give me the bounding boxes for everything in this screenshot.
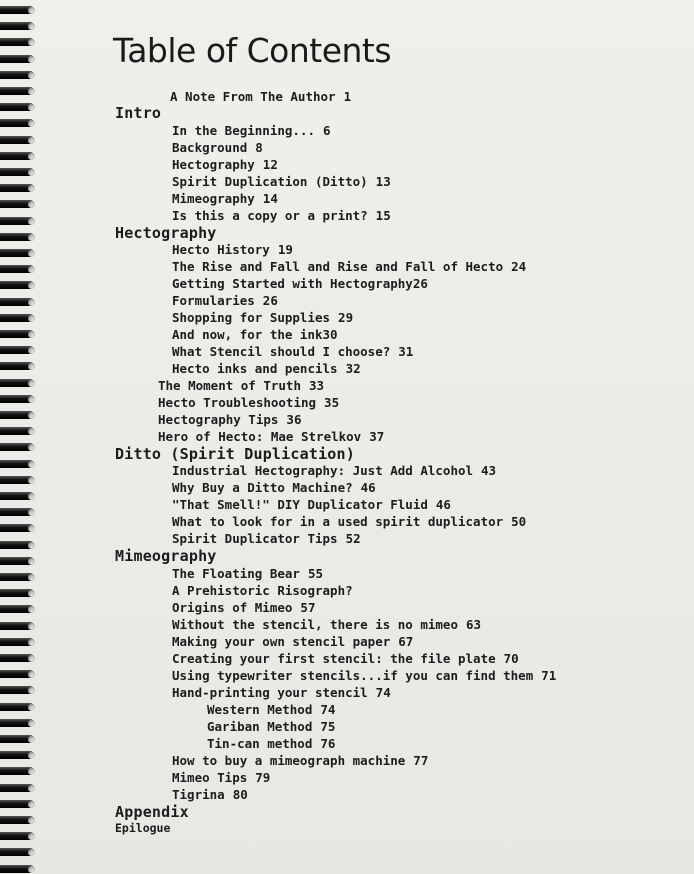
toc-entry xyxy=(172,755,428,768)
toc-entry-page: 46 xyxy=(435,497,451,512)
punch-hole xyxy=(28,282,35,289)
toc-entry-label: The Moment of Truth xyxy=(158,378,301,393)
toc-entry-label: Hand-printing your stencil xyxy=(172,685,368,700)
toc-entry-label: Is this a copy or a print? xyxy=(172,208,368,223)
toc-entry-label: Western Method xyxy=(207,702,313,717)
punch-hole xyxy=(28,606,35,613)
punch-hole xyxy=(28,542,35,549)
toc-section-heading xyxy=(115,549,217,564)
toc-entry xyxy=(207,721,335,734)
toc-entry-label: Background xyxy=(172,140,248,155)
toc-section-heading xyxy=(115,447,355,462)
punch-hole xyxy=(28,412,35,419)
toc-entry xyxy=(158,380,324,393)
punch-hole xyxy=(28,558,35,565)
toc-entry-label: Mimeography xyxy=(172,191,255,206)
toc-entry xyxy=(172,619,481,632)
toc-entry xyxy=(172,653,519,666)
toc-entry xyxy=(172,465,496,478)
toc-entry-page: 35 xyxy=(324,395,340,410)
toc-entry-label: Mimeo Tips xyxy=(172,770,248,785)
punch-hole xyxy=(28,704,35,711)
punch-hole xyxy=(28,380,35,387)
punch-hole xyxy=(28,752,35,759)
toc-entry-page: 12 xyxy=(262,157,278,172)
punch-hole xyxy=(28,396,35,403)
toc-entry-label: Hectography Tips xyxy=(158,412,279,427)
toc-entry-page: 13 xyxy=(375,174,391,189)
toc-entry-page: 70 xyxy=(503,651,519,666)
punch-hole xyxy=(28,671,35,678)
toc-entry-label: Spirit Duplication (Ditto) xyxy=(172,174,368,189)
punch-hole xyxy=(28,218,35,225)
punch-hole xyxy=(28,720,35,727)
toc-entry xyxy=(207,704,335,717)
toc-entry-label: In the Beginning... xyxy=(172,123,315,138)
toc-entry xyxy=(172,261,526,274)
toc-entry-label: And now, for the ink xyxy=(172,327,323,342)
punch-hole xyxy=(28,315,35,322)
toc-entry xyxy=(207,738,335,751)
toc-section-label: Ditto (Spirit Duplication) xyxy=(115,445,355,463)
toc-entry-page: 57 xyxy=(300,600,316,615)
toc-entry xyxy=(172,568,323,581)
toc-entry-label: Hecto inks and pencils xyxy=(172,361,338,376)
toc-entry xyxy=(172,687,391,700)
toc-section-label: Intro xyxy=(115,104,162,122)
toc-entry xyxy=(172,329,338,342)
toc-entry-page: 50 xyxy=(511,514,527,529)
punch-hole xyxy=(28,736,35,743)
toc-entry xyxy=(172,670,556,683)
punch-hole xyxy=(28,234,35,241)
toc-entry-label: The Rise and Fall and Rise and Fall of Hecto xyxy=(172,259,504,274)
toc-entry-label: Origins of Mimeo xyxy=(172,600,293,615)
punch-hole xyxy=(28,120,35,127)
spiral-binding xyxy=(0,0,40,874)
toc-section-heading xyxy=(115,106,161,121)
punch-hole xyxy=(28,574,35,581)
toc-section-label: Mimeography xyxy=(115,547,217,565)
toc-section-label: Appendix xyxy=(115,803,189,821)
toc-entry-page: 24 xyxy=(511,259,527,274)
toc-entry-page: 71 xyxy=(541,668,557,683)
punch-hole xyxy=(28,590,35,597)
punch-hole xyxy=(28,88,35,95)
toc-entry xyxy=(172,636,413,649)
toc-entry-label: Hecto History xyxy=(172,242,270,257)
toc-entry-page: 6 xyxy=(323,123,331,138)
toc-entry-label: The Floating Bear xyxy=(172,566,300,581)
page-title: Table of Contents xyxy=(113,31,392,70)
punch-hole xyxy=(28,137,35,144)
toc-entry xyxy=(172,772,270,785)
toc-entry-page: 74 xyxy=(375,685,391,700)
toc-entry-page: 46 xyxy=(360,480,376,495)
toc-entry-page: 14 xyxy=(262,191,278,206)
toc-entry xyxy=(172,585,353,598)
toc-entry-label: Spirit Duplicator Tips xyxy=(172,531,338,546)
toc-entry-page: 32 xyxy=(345,361,361,376)
toc-entry-label: Tigrina xyxy=(172,787,225,802)
toc-entry-label: Creating your first stencil: the file plate xyxy=(172,651,496,666)
punch-hole xyxy=(28,7,35,14)
punch-hole xyxy=(28,266,35,273)
punch-hole xyxy=(28,56,35,63)
toc-entry-label: Epilogue xyxy=(115,821,171,835)
toc-entry xyxy=(172,533,361,546)
toc-entry-page: 30 xyxy=(322,327,338,342)
toc-section-heading xyxy=(115,805,189,820)
punch-hole xyxy=(28,461,35,468)
toc-entry-page: 80 xyxy=(232,787,248,802)
toc-entry xyxy=(170,91,351,104)
punch-hole xyxy=(28,169,35,176)
toc-entry xyxy=(158,414,301,427)
toc-entry xyxy=(172,516,526,529)
toc-entry-label: Hero of Hecto: Mae Strelkov xyxy=(158,429,362,444)
toc-entry-label: A Note From The Author xyxy=(170,89,336,104)
toc-entry-page: 55 xyxy=(307,566,323,581)
toc-entry-page: 1 xyxy=(343,89,352,104)
punch-hole xyxy=(28,768,35,775)
punch-hole xyxy=(28,347,35,354)
punch-hole xyxy=(28,104,35,111)
toc-section-heading xyxy=(115,226,217,241)
toc-entry-page: 33 xyxy=(309,378,325,393)
punch-hole xyxy=(28,72,35,79)
toc-entry xyxy=(115,823,170,835)
toc-entry xyxy=(172,602,315,615)
punch-hole xyxy=(28,39,35,46)
toc-entry-page: 75 xyxy=(320,719,336,734)
toc-entry-page: 29 xyxy=(338,310,354,325)
toc-entry-page: 37 xyxy=(369,429,385,444)
toc-entry-label: Why Buy a Ditto Machine? xyxy=(172,480,353,495)
toc-entry xyxy=(172,363,361,376)
toc-entry-page: 79 xyxy=(255,770,271,785)
toc-entry xyxy=(158,431,384,444)
punch-hole xyxy=(28,299,35,306)
toc-entry-page: 76 xyxy=(320,736,336,751)
punch-hole xyxy=(28,785,35,792)
punch-hole xyxy=(28,833,35,840)
toc-entry-label: What Stencil should I choose? xyxy=(172,344,391,359)
toc-entry xyxy=(172,278,428,291)
punch-hole xyxy=(28,201,35,208)
toc-entry-label: Hectography xyxy=(172,157,255,172)
toc-entry xyxy=(172,159,278,172)
punch-hole xyxy=(28,331,35,338)
punch-hole xyxy=(28,525,35,532)
toc-entry-label: What to look for in a used spirit duplicator xyxy=(172,514,504,529)
toc-entry-label: Getting Started with Hectography xyxy=(172,276,413,291)
toc-entry-label: How to buy a mimeograph machine xyxy=(172,753,406,768)
toc-entry xyxy=(172,482,376,495)
toc-entry xyxy=(158,397,339,410)
toc-entry-page: 8 xyxy=(255,140,263,155)
toc-entry-label: "That Smell!" DIY Duplicator Fluid xyxy=(172,497,428,512)
punch-hole xyxy=(28,428,35,435)
punch-hole xyxy=(28,363,35,370)
toc-entry-page: 26 xyxy=(412,276,428,291)
punch-hole xyxy=(28,444,35,451)
punch-hole xyxy=(28,866,35,873)
toc-entry-page: 67 xyxy=(398,634,414,649)
toc-entry-label: Hecto Troubleshooting xyxy=(158,395,317,410)
toc-entry xyxy=(172,789,248,802)
toc-entry xyxy=(172,142,263,155)
toc-section-label: Hectography xyxy=(115,224,217,242)
toc-entry xyxy=(172,499,451,512)
toc-entry-page: 31 xyxy=(398,344,414,359)
toc-entry-page: 15 xyxy=(375,208,391,223)
toc-entry xyxy=(172,346,413,359)
toc-entry xyxy=(172,125,331,138)
punch-hole xyxy=(28,655,35,662)
toc-entry xyxy=(172,176,391,189)
toc-entry-page: 43 xyxy=(481,463,497,478)
punch-hole xyxy=(28,687,35,694)
toc-entry-label: Tin-can method xyxy=(207,736,313,751)
punch-hole xyxy=(28,185,35,192)
punch-hole xyxy=(28,639,35,646)
toc-entry-page: 52 xyxy=(345,531,361,546)
toc-entry-label: Industrial Hectography: Just Add Alcohol xyxy=(172,463,474,478)
punch-hole xyxy=(28,23,35,30)
punch-hole xyxy=(28,250,35,257)
toc-entry xyxy=(172,312,353,325)
toc-entry xyxy=(172,210,391,223)
toc-entry-page: 63 xyxy=(465,617,482,632)
toc-entry-label: Making your own stencil paper xyxy=(172,634,391,649)
toc-entry-label: Gariban Method xyxy=(207,719,313,734)
toc-entry-label: Without the stencil, there is no mimeo xyxy=(172,617,458,632)
toc-entry-page: 36 xyxy=(286,412,302,427)
toc-entry xyxy=(172,295,278,308)
toc-entry-page: 77 xyxy=(413,753,429,768)
toc-entry-label: A Prehistoric Risograph? xyxy=(172,583,353,598)
punch-hole xyxy=(28,477,35,484)
punch-hole xyxy=(28,153,35,160)
punch-hole xyxy=(28,623,35,630)
toc-entry xyxy=(172,244,293,257)
punch-hole xyxy=(28,817,35,824)
toc-entry-label: Using typewriter stencils...if you can find them xyxy=(172,668,534,683)
toc-entry-label: Formularies xyxy=(172,293,255,308)
toc-entry-page: 19 xyxy=(277,242,293,257)
punch-hole xyxy=(28,849,35,856)
toc-entry xyxy=(172,193,278,206)
punch-hole xyxy=(28,493,35,500)
punch-hole xyxy=(28,801,35,808)
punch-hole xyxy=(28,509,35,516)
toc-entry-page: 26 xyxy=(262,293,278,308)
toc-entry-label: Shopping for Supplies xyxy=(172,310,331,325)
toc-entry-page: 74 xyxy=(320,702,336,717)
